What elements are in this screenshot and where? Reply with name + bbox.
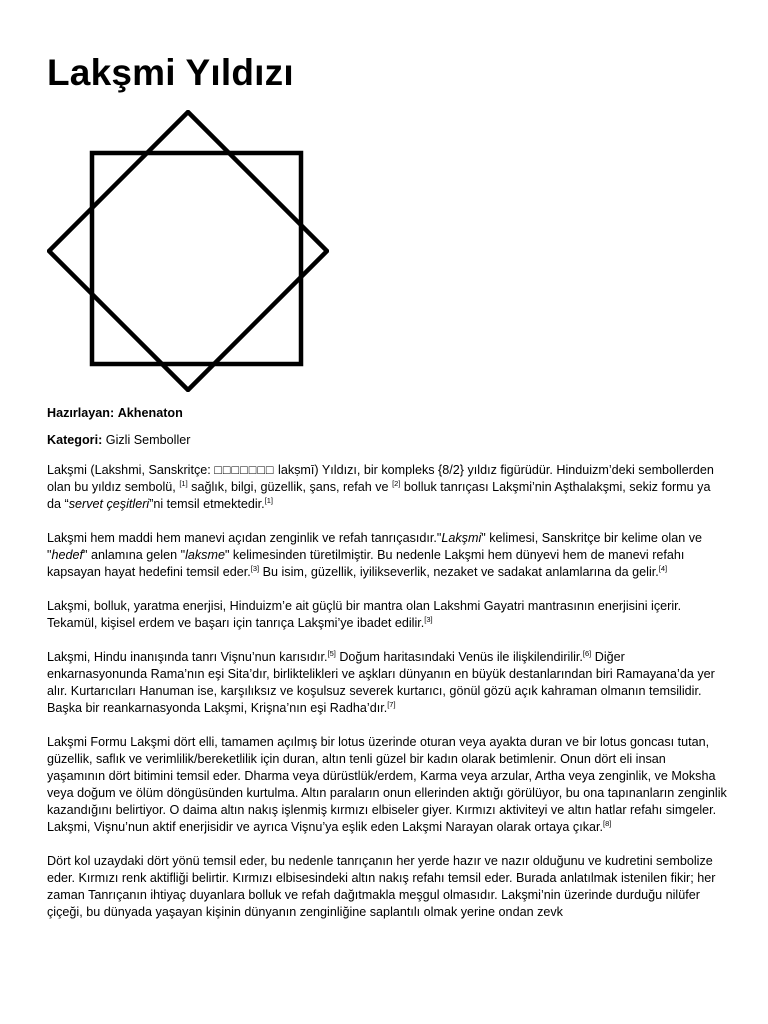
paragraph-6 xyxy=(47,853,727,921)
emphasis-text: servet çeşitleri xyxy=(68,497,150,511)
author-name: Akhenaton xyxy=(117,406,183,420)
category-value: Gizli Semboller xyxy=(105,433,191,447)
text-run: Lakşmi (Lakshmi, Sanskritçe: xyxy=(47,463,215,477)
text-run: Lakşmi, bolluk, yaratma enerjisi, Hinduizm’e ait güçlü bir mantra olan Lakshmi Gayatri mantrasının enerjisini içerir. Tekamül, kişisel erdem ve başarı için tanrıça Lakşmi’ye ibadet edilir. xyxy=(47,599,682,630)
text-run: Bu isim, güzellik, iyilikseverlik, nezaket ve sadakat anlamlarına da gelir. xyxy=(259,565,659,579)
reference-link[interactable]: [2] xyxy=(392,479,401,488)
text-run: Diğer enkarnasyonunda Rama’nın eşi Sita’dır, birliktelikleri ve aşkları dünyanın en büyük destanlarından biri Ramayana’da yer alır. Kurtarıcıları Hanuman ise, karşılıksız ve koşulsuz severek kurtarıcı, gönül gözü açık kahraman olmanın temsilidir. Başka bir reankarnasyonda Lakşmi, Krişna’nın eşi Radha’dır. xyxy=(47,650,715,715)
text-run: lakṣmī) Yıldızı, bir kompleks {8/2} yıldız figürüdür. Hinduizm’deki sembollerden olan bu yıldız sembolü, xyxy=(47,463,714,494)
reference-link[interactable]: [3] xyxy=(424,615,433,624)
text-run: Lakşmi hem maddi hem manevi açıdan zenginlik ve refah tanrıçasıdır." xyxy=(47,531,442,545)
text-run: Doğum haritasındaki Venüs ile ilişkilendirilir. xyxy=(335,650,583,664)
star-square-upright xyxy=(92,153,301,364)
text-run: bolluk tanrıçası Lakşmi’nin Aşthalakşmi, sekiz formu ya da “ xyxy=(47,480,711,511)
article-body xyxy=(47,405,727,938)
text-run: sağlık, bilgi, güzellik, şans, refah ve xyxy=(187,480,393,494)
reference-link[interactable]: [8] xyxy=(603,819,612,828)
reference-link[interactable]: [4] xyxy=(658,564,668,573)
emphasis-text: Lakşmi xyxy=(441,531,482,545)
paragraph-2 xyxy=(47,530,727,581)
text-run: " kelimesi, Sanskritçe bir kelime olan ve " xyxy=(47,531,703,562)
category-line xyxy=(47,432,727,449)
text-run: ”ni temsil etmektedir. xyxy=(149,497,265,511)
text-run: Lakşmi Formu Lakşmi dört elli, tamamen açılmış bir lotus üzerinde oturan veya ayakta duran ve bir lotus goncası tutan, güzellik, saflık ve verimlilik/bereketlilik için duran, altın tenli güzel bir kadın olarak betimlenir. Onun dört eli insan yaşamının dört bitimini temsil eder. Dharma veya dürüstlük/erdem, Karma veya arzular, Artha veya zenginlik, ve Moksha veya doğum ve ölüm döngüsünden kurtulma. Altın paraların onun ellerinden aktığı görülüyor, bu ona tapınanların zenginlik kazandığını belirtiyor. O daima altın nakış işlenmiş kırmızı elbiseler giyer. Kırmızı aktiviteyi ve altın hatlar refahı simgeler. Lakşmi, Vişnu’nun aktif enerjisidir ve ayrıca Vişnu’ya eşlik eden Lakşmi Narayan olarak ortaya çıkar. xyxy=(47,735,727,834)
author-line xyxy=(47,405,727,422)
reference-link[interactable]: [1] xyxy=(264,496,274,505)
paragraph-4 xyxy=(47,649,727,717)
text-run: Dört kol uzaydaki dört yönü temsil eder, bu nedenle tanrıçanın her yerde hazır ve nazır olduğunu ve kudretini sembolize eder. Kırmızı renk aktifliği belirtir. Kırmızı elbisesindeki altın nakış refahı temsil eder. Burada anlatılmak istenilen fikir; her zaman Tanrıçanın ihtiyaç duyanlara bolluk ve refah dağıtmakla meşgul olmasıdır. Lakşmi’nin üzerinde durduğu nilüfer çiçeği, bu dünyada yaşayan kişinin dünyanın zenginliğine saplantılı olmak yerine ondan zevk xyxy=(47,854,716,919)
sanskrit-glyphs: □□□□□□□ xyxy=(214,463,275,477)
paragraph-3 xyxy=(47,598,727,632)
lakshmi-star-icon xyxy=(47,110,329,392)
category-label: Kategori: xyxy=(47,433,103,447)
reference-link[interactable]: [7] xyxy=(387,700,396,709)
reference-link[interactable]: [3] xyxy=(250,564,260,573)
text-run: " anlamına gelen " xyxy=(83,548,186,562)
emphasis-text: hedef xyxy=(51,548,83,562)
text-run: " kelimesinden türetilmiştir. Bu nedenle Lakşmi hem dünyevi hem de manevi refahı kapsayan hayat hedefini temsil eder. xyxy=(47,548,685,579)
paragraph-1 xyxy=(47,462,727,513)
reference-link[interactable]: [1] xyxy=(179,479,188,488)
author-label: Hazırlayan: xyxy=(47,406,115,420)
reference-link[interactable]: [6] xyxy=(582,649,592,658)
reference-link[interactable]: [5] xyxy=(327,649,336,658)
page-title: Lakşmi Yıldızı xyxy=(47,52,294,93)
text-run: Lakşmi, Hindu inanışında tanrı Vişnu’nun karısıdır. xyxy=(47,650,328,664)
paragraph-5 xyxy=(47,734,727,836)
emphasis-text: laksme xyxy=(185,548,225,562)
